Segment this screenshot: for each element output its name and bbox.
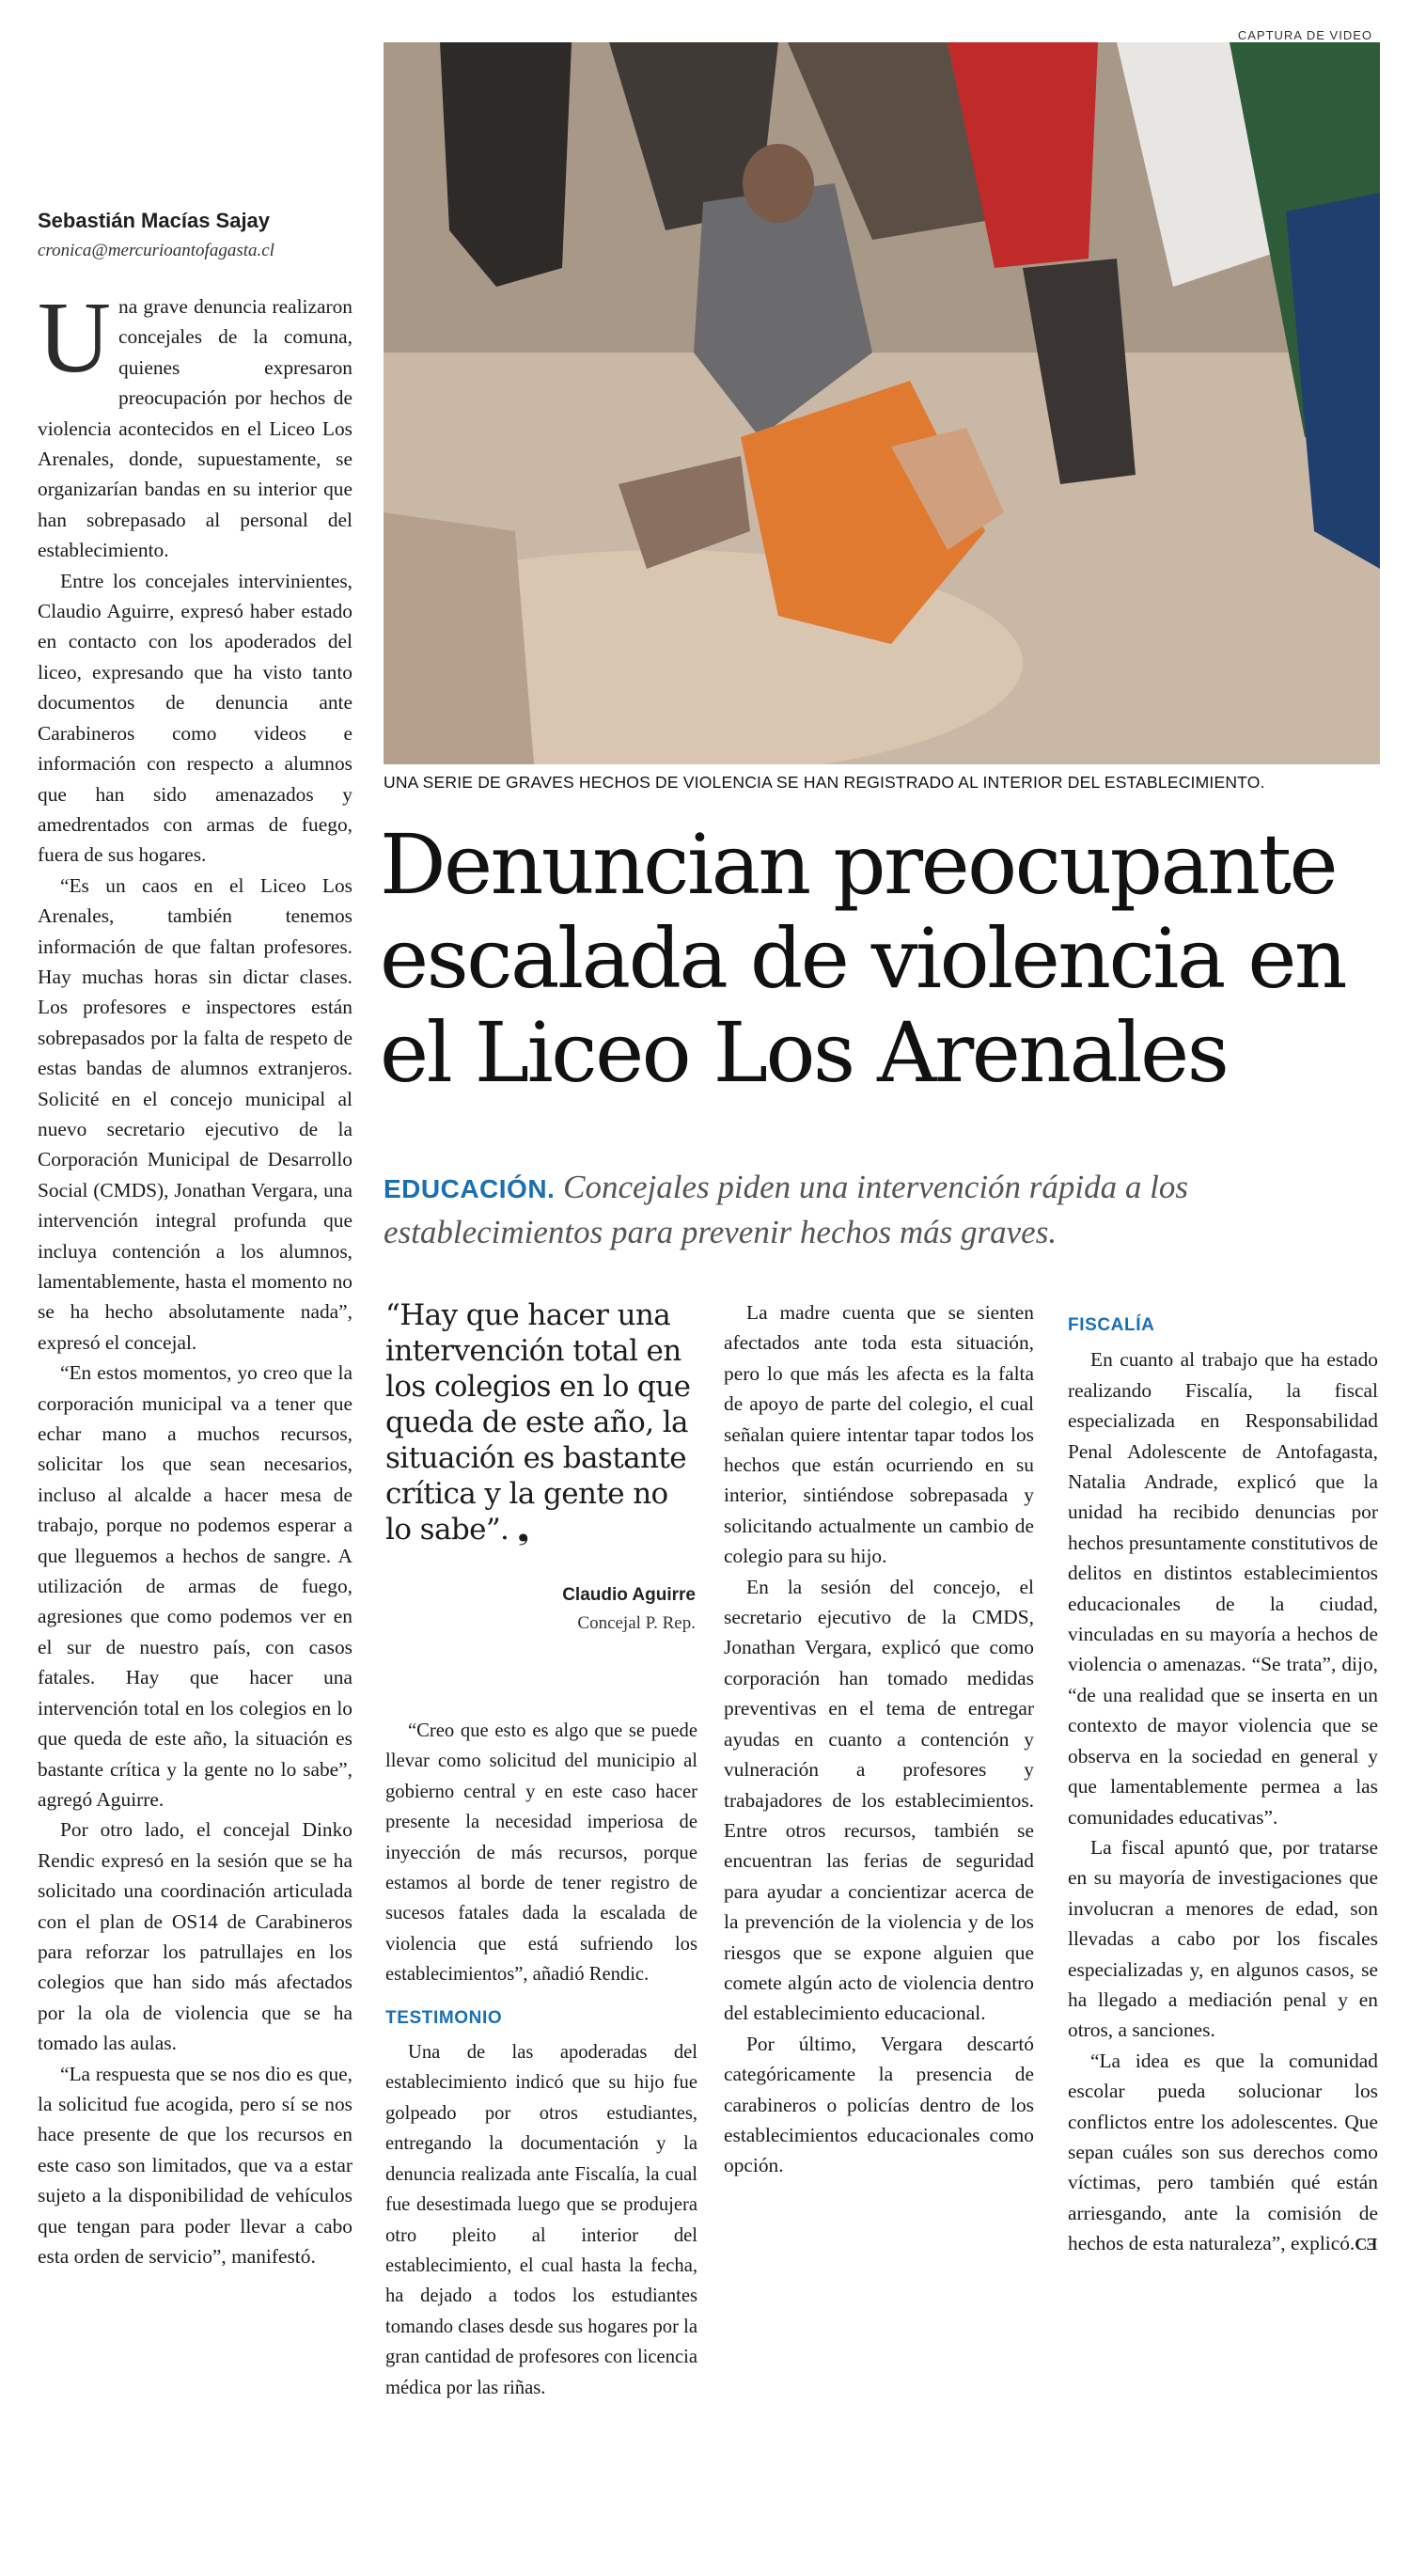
- article-column-1: [38, 282, 352, 2271]
- drop-cap: U: [38, 282, 111, 394]
- photo-caption: UNA SERIE DE GRAVES HECHOS DE VIOLENCIA SE HAN REGISTRADO AL INTERIOR DEL ESTABLECIMIENTO.: [384, 773, 1265, 792]
- paragraph: En la sesión del concejo, el secretario ejecutivo de la CMDS, Jonathan Vergara, explicó que como corporación han tomado medidas preventivas en el tema de entregar ayudas en cuanto a contención y vulneración a profesores y trabajadores de los establecimientos. Entre otros recursos, también se encuentran las ferias de seguridad para ayudar a concientizar acerca de la prevención de la violencia y de los riesgos que se expone alguien que comete algún acto de violencia dentro del establecimiento educacional.: [724, 1575, 1034, 2025]
- author-name: Sebastián Macías Sajay: [38, 209, 271, 232]
- pull-quote-role: Concejal P. Rep.: [577, 1613, 696, 1633]
- article-column-3: [724, 1297, 1034, 2181]
- paragraph: “Es un caos en el Liceo Los Arenales, también tenemos información de que faltan profesores. Hay muchas horas sin dictar clases. Los profesores e inspectores están sobrepasados por la falta de respeto de estas bandas de alumnos extranjeros. Solicité en el concejo municipal al nuevo secretario ejecutivo de la Corporación Municipal de Desarrollo Social (CMDS), Jonathan Vergara, una intervención integral profunda que incluya contención a los alumnos, lamentablemente, hasta el momento no se ha hecho absolutamente nada”, expresó el concejal.: [38, 873, 352, 1354]
- article-column-4: [1068, 1297, 1378, 2260]
- photo-credit: CAPTURA DE VIDEO: [1237, 28, 1372, 42]
- paragraph: Por último, Vergara descartó categóricamente la presencia de carabineros o policías dentro de los establecimientos educacionales como opción.: [724, 2032, 1034, 2177]
- headline-line: escalada de violencia en: [380, 910, 1346, 1007]
- news-photo: [384, 42, 1380, 764]
- headline: [380, 818, 1395, 1100]
- paragraph: Entre los concejales intervinientes, Claudio Aguirre, expresó haber estado en contacto con los apoderados del liceo, expresando que ha visto tanto documentos de denuncia ante Carabineros como videos e información con respecto a alumnos que han sido amenazados y amedrentados con armas de fuego, fuera de sus hogares.: [38, 569, 352, 867]
- byline: [38, 209, 357, 261]
- author-email[interactable]: cronica@mercurioantofagasta.cl: [38, 241, 274, 260]
- pull-quote-text: “Hay que hacer una intervención total en los colegios en lo que queda de este año, la situación es bastante crítica y la gente no lo sabe”. ❟: [385, 1298, 691, 1547]
- paragraph: Por otro lado, el concejal Dinko Rendic expresó en la sesión que se ha solicitado una coordinación articulada con el plan de OS14 de Carabineros para reforzar los patrullajes en los colegios que han sido más afectados por la ola de violencia que se ha tomado las aulas.: [38, 1818, 352, 2055]
- section-kicker: EDUCACIÓN.: [384, 1174, 556, 1203]
- quote-mark-icon: ❟: [517, 1513, 529, 1547]
- photo-image: [384, 42, 1380, 764]
- end-mark-icon: CƎ: [1355, 2235, 1377, 2254]
- paragraph: “Creo que esto es algo que se puede llevar como solicitud del municipio al gobierno central y en este caso hacer presente la necesidad imperiosa de inyección de más recursos, porque estamos al borde de tener registro de sucesos fatales dada la escalada de violencia que está sufriendo los establecimientos”, añadió Rendic.: [385, 1720, 697, 1986]
- deck: [384, 1166, 1389, 1254]
- lead-paragraph: Una grave denuncia realizaron concejales de la comuna, quienes expresaron preocupación por hechos de violencia acontecidos en el Liceo Los Arenales, donde, supuestamente, se organizarían bandas en su interior que han sobrepasado al personal del establecimiento.: [38, 282, 352, 562]
- paragraph: “La respuesta que se nos dio es que, la solicitud fue acogida, pero sí se nos hace presente de que los recursos en este caso son limitados, que va a estar sujeto a la disponibilidad de vehículos que tengan para poder llevar a cabo esta orden de servicio”, manifestó.: [38, 2062, 352, 2268]
- paragraph: La madre cuenta que se sienten afectados ante toda esta situación, pero lo que más les afecta es la falta de apoyo de parte del colegio, el cual señalan quiere intentar tapar todos los hechos que están ocurriendo en su interior, sintiéndose sobrepasada y solicitando actualmente un cambio de colegio para su hijo.: [724, 1301, 1034, 1568]
- paragraph: Una de las apoderadas del establecimiento indicó que su hijo fue golpeado por otros estudiantes, entregando la documentación y la denuncia realizada ante Fiscalía, la cual fue desestimada luego que se produjera otro pleito al interior del establecimiento, el cual hasta la fecha, ha dejado a todos los estudiantes tomando clases desde sus hogares por la gran cantidad de profesores con licencia médica por las riñas.: [385, 2042, 697, 2398]
- paragraph: En cuanto al trabajo que ha estado realizando Fiscalía, la fiscal especializada en Responsabilidad Penal Adolescente de Antofagasta, Natalia Andrade, explicó que la unidad ha recibido denuncias por hechos presuntamente constitutivos de delitos en distintos establecimientos educacionales de la ciudad, vinculadas en su mayoría a hechos de violencia o amenazas. “Se trata”, dijo, “de una realidad que se inserta en un contexto de mayor violencia que se observa en la sociedad en general y que lamentablemente permea a las comunidades educativas”.: [1068, 1348, 1378, 1829]
- paragraph: La fiscal apuntó que, por tratarse en su mayoría de investigaciones que involucran a menores de edad, son llevadas a cabo por los fiscales especializadas y, en algunos casos, se ha llegado a mediación penal y en otros, a sanciones.: [1068, 1835, 1378, 2042]
- deck-text: Concejales piden una intervención rápida a los establecimientos para prevenir hechos más graves.: [384, 1169, 1188, 1250]
- article-column-2: [385, 1716, 697, 2403]
- pull-quote-author: Claudio Aguirre: [562, 1585, 696, 1605]
- paragraph: “La idea es que la comunidad escolar pueda solucionar los conflictos entre los adolescentes. Que sepan cuáles son sus derechos como víctimas, pero también qué están arriesgando, ante la comisión de hechos de esta naturaleza”, explicó.CƎ: [1068, 2049, 1378, 2255]
- headline-line: Denuncian preocupante: [380, 816, 1337, 913]
- subhead-fiscalia: FISCALÍA: [1068, 1315, 1155, 1335]
- headline-line: el Liceo Los Arenales: [380, 1004, 1228, 1101]
- pull-quote: [385, 1297, 696, 1634]
- paragraph: “En estos momentos, yo creo que la corporación municipal va a tener que echar mano a muchos recursos, solicitar los que sean necesarios, incluso al alcalde a hacer mesa de trabajo, porque no podemos esperar a que lleguemos a hechos de sangre. A utilización de armas de fuego, agresiones que como podemos ver en el sur de nuestro país, con casos fatales. Hay que hacer una intervención total en los colegios en lo que queda de este año, la situación es bastante crítica y la gente no lo sabe”, agregó Aguirre.: [38, 1361, 352, 1811]
- subhead-testimonio: TESTIMONIO: [385, 2007, 503, 2028]
